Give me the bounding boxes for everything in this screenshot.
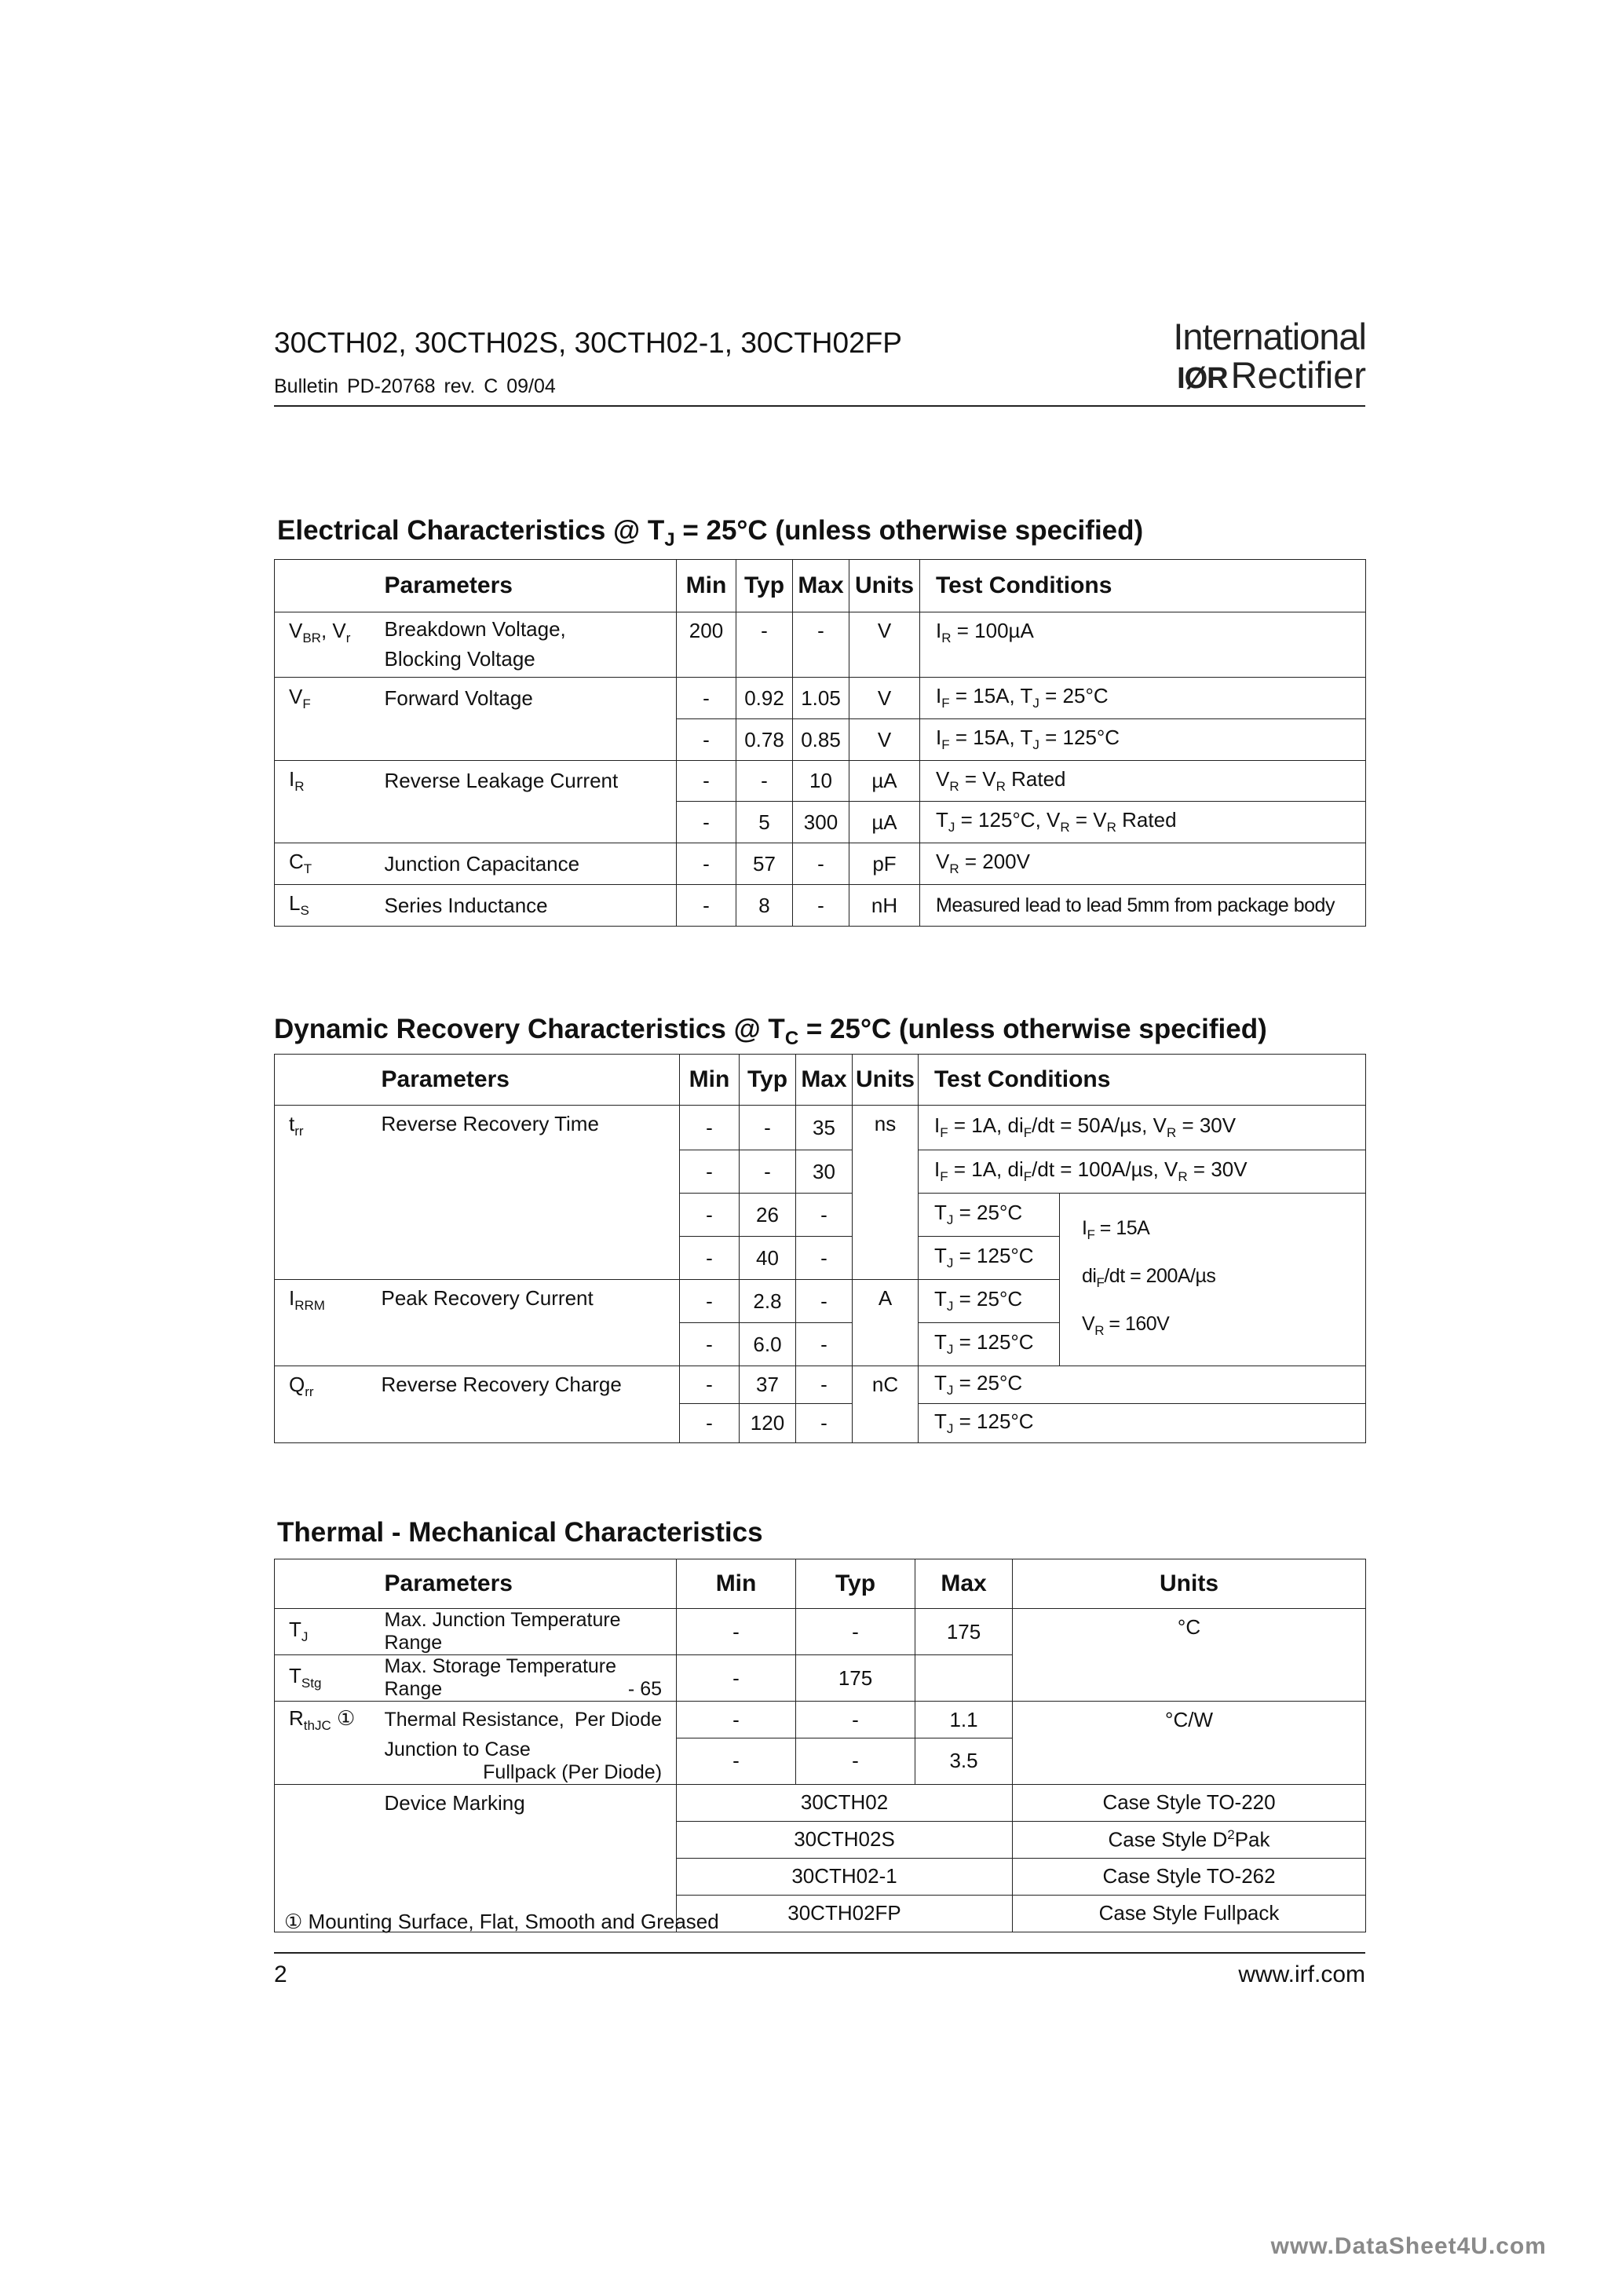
marking-case-style: Case Style Fullpack [1013,1895,1366,1932]
min-value: - [680,1194,740,1237]
param-peak-recovery-current: Peak Recovery Current [375,1280,680,1366]
footer-divider [274,1952,1365,1954]
unit-value: nC [853,1366,919,1443]
thermal-section-title: Thermal - Mechanical Characteristics [277,1517,763,1548]
param-junction-temp: Max. Junction Temperature Range [378,1609,677,1655]
unit-value: V [849,612,920,678]
col-header-min: Min [677,1559,796,1609]
col-header-max: Max [796,1055,853,1106]
typ-value: - [796,1609,915,1655]
bulletin-info: Bulletin PD-20768 rev. C 09/04 [274,375,556,397]
param-reverse-recovery-time: Reverse Recovery Time [375,1106,680,1280]
symbol-ls: $L_S$ [275,885,378,927]
symbol-ir: $I_R$ [275,761,378,802]
electrical-section-title: Electrical Characteristics @ $T_J = 25^\circ C$ (unless otherwise specified) [277,515,1144,550]
col-header-parameters: Parameters [375,1055,680,1106]
unit-value: µA [849,761,920,802]
marking-part: 30CTH02-1 [677,1858,1013,1895]
dynamic-section-title: Dynamic Recovery Characteristics @ $T_C = 25^\circ C$ (unless otherwise specified) [274,1014,1267,1049]
min-value: - [680,1150,740,1194]
table-row [275,885,1366,927]
table-row [275,761,1366,802]
typ-value: 8 [736,885,793,927]
test-condition: $V_R = V_R$ Rated [920,761,1366,802]
param-breakdown-voltage: Breakdown Voltage, Blocking Voltage [378,612,677,678]
min-value: - [677,1738,796,1785]
typ-value: - [740,1106,796,1150]
table-row [275,1106,1366,1150]
symbol-ct: $C_T$ [275,843,378,885]
table-row [275,843,1366,885]
ior-logo-mark: IØR [1177,362,1228,395]
storage-temp-min: - 65 [627,1678,663,1700]
table-row [275,1366,1366,1404]
footnote-marker: ① [284,1910,303,1933]
max-value: - [793,885,849,927]
device-marking-label: Device Marking [378,1784,677,1932]
table-header-row [275,1055,1366,1106]
max-value: 175 [915,1609,1013,1655]
col-header-typ: Typ [736,560,793,612]
col-header-min: Min [680,1055,740,1106]
typ-value: 2.8 [740,1280,796,1323]
marking-case-style: Case Style TO-262 [1013,1858,1366,1895]
document-title: 30CTH02, 30CTH02S, 30CTH02-1, 30CTH02FP [274,327,902,359]
min-value: - [677,761,736,802]
col-header-typ: Typ [796,1559,915,1609]
test-condition: $T_J = 25^\circ C$ [919,1280,1060,1323]
test-condition: $T_J = 25^\circ C$ [919,1194,1060,1237]
table-row [275,1784,1366,1821]
min-value: - [677,1702,796,1738]
max-value: 1.05 [793,678,849,719]
max-value: 1.1 [915,1702,1013,1738]
test-condition: $I_F = 15A$, $T_J = 25^\circ C$ [920,678,1366,719]
table-row [275,678,1366,719]
min-value: 200 [677,612,736,678]
min-value: - [680,1404,740,1443]
unit-value: µA [849,802,920,843]
max-value: - [796,1366,853,1404]
marking-case-style: Case Style TO-220 [1013,1784,1366,1821]
max-value: - [793,843,849,885]
min-value: - [680,1106,740,1150]
symbol-tstg: $T_{Stg}$ [275,1655,378,1702]
unit-value: V [849,719,920,761]
typ-value: - [736,761,793,802]
unit-value: °C [1013,1609,1366,1702]
typ-value: 57 [736,843,793,885]
test-condition: $I_F = 15A$, $T_J = 125^\circ C$ [920,719,1366,761]
typ-value: - [736,612,793,678]
unit-value: °C/W [1013,1702,1366,1785]
typ-value: 175 [796,1655,915,1702]
max-value [915,1655,1013,1702]
symbol-vf: $V_F$ [275,678,378,719]
test-condition: $T_J = 125^\circ C$ [919,1404,1366,1443]
col-header-max: Max [793,560,849,612]
table-header-row [275,1559,1366,1609]
col-header-units: Units [1013,1559,1366,1609]
thermal-mechanical-table [274,1559,1366,1932]
col-header-typ: Typ [740,1055,796,1106]
table-row [275,1609,1366,1655]
dynamic-recovery-table [274,1054,1366,1443]
min-value: - [680,1366,740,1404]
max-value: 30 [796,1150,853,1194]
test-condition: $T_J = 125^\circ C$ [919,1323,1060,1366]
logo-rectifier-text: Rectifier [1230,354,1366,396]
header-divider [274,405,1365,407]
test-condition: $T_J = 25^\circ C$ [919,1366,1366,1404]
symbol-rthjc: $R_{thJC}$ ① [275,1702,378,1738]
typ-value: 37 [740,1366,796,1404]
max-value: 3.5 [915,1738,1013,1785]
table-row [275,802,1366,843]
typ-value: - [796,1738,915,1785]
footnote [284,1910,719,1934]
test-condition: $I_F = 1A$, $di_F/dt = 50A/\mu s$, $V_R = 30V$ [919,1106,1366,1150]
unit-value: nH [849,885,920,927]
test-condition: $T_J = 125^\circ C$, $V_R = V_R$ Rated [920,802,1366,843]
min-value: - [677,802,736,843]
test-condition: Measured lead to lead 5mm from package body [920,885,1366,927]
symbol-qrr: $Q_{rr}$ [275,1366,375,1443]
typ-value: 26 [740,1194,796,1237]
unit-value: ns [853,1106,919,1280]
min-value: - [680,1237,740,1280]
website-link[interactable]: www.irf.com [1238,1961,1365,1987]
min-value: - [677,885,736,927]
typ-value: 0.78 [736,719,793,761]
min-value: - [677,1609,796,1655]
max-value: - [796,1237,853,1280]
shared-if: $I_F = 15A$ [1082,1217,1150,1242]
company-logo [1170,317,1366,397]
table-header-row [275,560,1366,612]
shared-test-conditions [1060,1194,1366,1366]
symbol-irrm: $I_{RRM}$ [275,1280,375,1366]
test-condition: $V_R = 200V$ [920,843,1366,885]
typ-value: 120 [740,1404,796,1443]
table-row [275,612,1366,678]
typ-value: 6.0 [740,1323,796,1366]
col-header-parameters: Parameters [378,560,677,612]
typ-value: - [740,1150,796,1194]
col-header-conditions: Test Conditions [920,560,1366,612]
param-storage-temp: Max. Storage Temperature Range - 65 [378,1655,677,1702]
electrical-characteristics-table [274,559,1366,927]
param-junction-to-case: Junction to Case Fullpack (Per Diode) [378,1738,677,1785]
param-forward-voltage: Forward Voltage [378,678,677,719]
max-value: - [796,1280,853,1323]
col-header-max: Max [915,1559,1013,1609]
unit-value: pF [849,843,920,885]
marking-part: 30CTH02 [677,1784,1013,1821]
page-number: 2 [274,1961,287,1987]
logo-line-international: International [1173,316,1366,357]
param-reverse-recovery-charge: Reverse Recovery Charge [375,1366,680,1443]
symbol-tj: $T_J$ [275,1609,378,1655]
col-header-min: Min [677,560,736,612]
max-value: - [796,1194,853,1237]
symbol-vbr: $V_{BR}$, $V_r$ [275,612,378,678]
col-header-conditions: Test Conditions [919,1055,1366,1106]
table-row [275,1702,1366,1738]
param-junction-capacitance: Junction Capacitance [378,843,677,885]
test-condition: $I_F = 1A$, $di_F/dt = 100A/\mu s$, $V_R = 30V$ [919,1150,1366,1194]
symbol-trr: $t_{rr}$ [275,1106,375,1280]
shared-dif-dt: $di_F/dt = 200A/\mu s$ [1082,1265,1216,1290]
min-value: - [677,678,736,719]
max-value: - [793,612,849,678]
test-condition: $I_R = 100\mu A$ [920,612,1366,678]
shared-vr: $V_R = 160V$ [1082,1313,1170,1338]
watermark: www.DataSheet4U.com [1270,2233,1547,2259]
unit-value: V [849,678,920,719]
typ-value: 40 [740,1237,796,1280]
col-header-units: Units [853,1055,919,1106]
max-value: - [796,1404,853,1443]
max-value: 10 [793,761,849,802]
max-value: 35 [796,1106,853,1150]
param-reverse-leakage: Reverse Leakage Current [378,761,677,802]
max-value: 300 [793,802,849,843]
logo-line-rectifier [1170,356,1366,397]
param-series-inductance: Series Inductance [378,885,677,927]
marking-part: 30CTH02FP [677,1895,1013,1932]
param-thermal-resistance: Thermal Resistance, Per Diode [378,1702,677,1738]
max-value: - [796,1323,853,1366]
typ-value: 5 [736,802,793,843]
max-value: 0.85 [793,719,849,761]
min-value: - [680,1280,740,1323]
footnote-text: Mounting Surface, Flat, Smooth and Greased [302,1910,719,1933]
footnote-marker: ① [336,1706,356,1730]
test-condition: $T_J = 125^\circ C$ [919,1237,1060,1280]
typ-value: 0.92 [736,678,793,719]
table-row [275,719,1366,761]
min-value: - [677,1655,796,1702]
col-header-units: Units [849,560,920,612]
col-header-parameters: Parameters [378,1559,677,1609]
min-value: - [677,719,736,761]
unit-value: A [853,1280,919,1366]
marking-case-style: Case Style $D^2Pak$ [1013,1821,1366,1858]
min-value: - [680,1323,740,1366]
typ-value: - [796,1702,915,1738]
marking-part: 30CTH02S [677,1821,1013,1858]
min-value: - [677,843,736,885]
